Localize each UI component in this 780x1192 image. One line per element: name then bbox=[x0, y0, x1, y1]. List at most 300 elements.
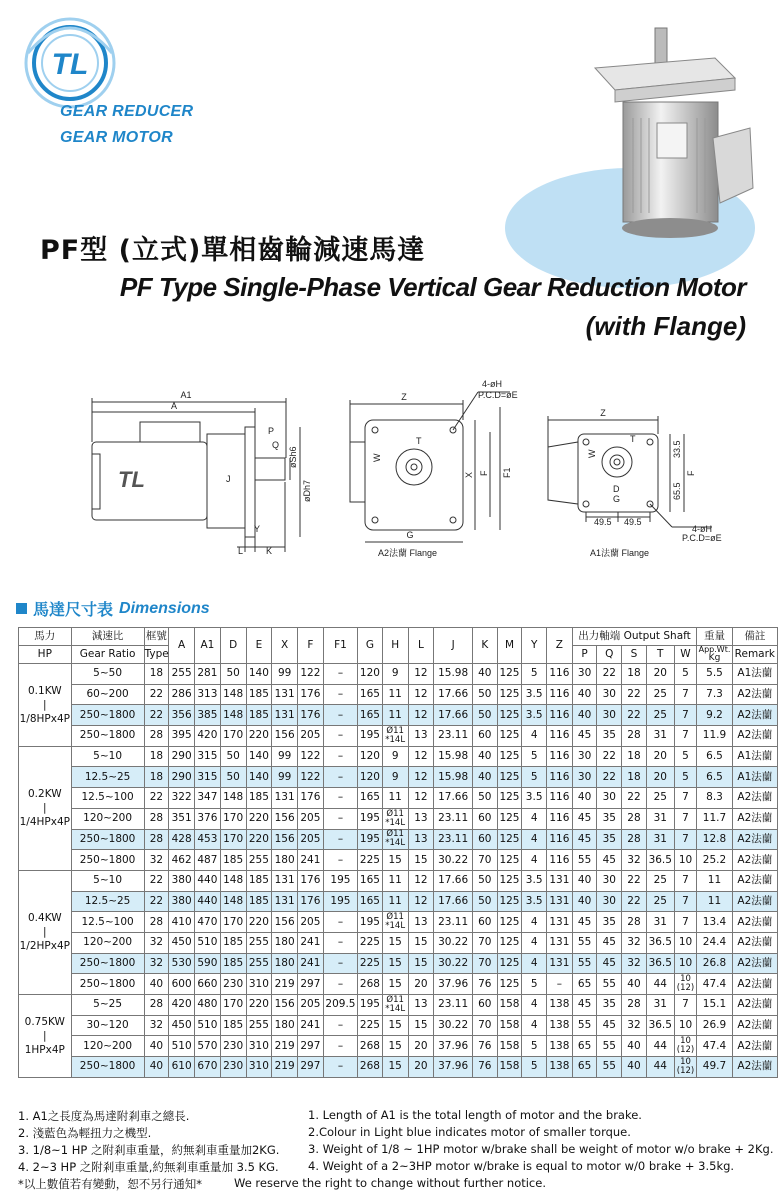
table-cell: 590 bbox=[195, 953, 221, 974]
table-cell: 40 bbox=[144, 1057, 169, 1078]
table-cell: 510 bbox=[195, 932, 221, 953]
table-cell: 385 bbox=[195, 705, 221, 726]
header-col-d: D bbox=[220, 628, 246, 664]
table-cell: 310 bbox=[246, 1036, 272, 1057]
table-cell: 22 bbox=[144, 788, 169, 809]
note-en: 3. Weight of 1/8 ~ 1HP motor w/brake shall be weight of motor w/o brake + 2Kg. bbox=[308, 1142, 774, 1156]
table-cell: 462 bbox=[169, 850, 195, 871]
table-cell: 12 bbox=[408, 705, 434, 726]
table-cell: 195 bbox=[323, 870, 357, 891]
table-cell: 5 bbox=[522, 1036, 547, 1057]
table-cell: 50 bbox=[220, 664, 246, 685]
table-cell: – bbox=[323, 746, 357, 767]
a2-label-g: G bbox=[406, 530, 414, 540]
table-cell: 125 bbox=[497, 891, 522, 912]
table-cell: 420 bbox=[195, 726, 221, 747]
table-cell: 220 bbox=[246, 808, 272, 829]
header-col-j: J bbox=[434, 628, 473, 664]
table-cell: 49.7 bbox=[697, 1057, 732, 1078]
table-cell: – bbox=[323, 1057, 357, 1078]
table-cell: A2法蘭 bbox=[732, 808, 777, 829]
table-cell: 120 bbox=[358, 767, 383, 788]
table-row bbox=[19, 1057, 778, 1078]
table-cell: A2法蘭 bbox=[732, 1057, 777, 1078]
table-cell: – bbox=[323, 808, 357, 829]
table-cell: 116 bbox=[547, 684, 573, 705]
a2-label-h: 4-øH bbox=[482, 379, 502, 389]
table-cell: 23.11 bbox=[434, 912, 473, 933]
table-cell: 4 bbox=[522, 1015, 547, 1036]
table-cell: 219 bbox=[272, 1057, 298, 1078]
table-cell: – bbox=[323, 767, 357, 788]
table-cell: 28 bbox=[622, 995, 647, 1016]
table-cell: 13 bbox=[408, 829, 434, 850]
table-cell: 99 bbox=[272, 664, 298, 685]
table-cell: 195 bbox=[358, 995, 383, 1016]
table-cell: 65 bbox=[572, 974, 597, 995]
hp-line: 1/4HPx4P bbox=[19, 816, 70, 829]
header-col-f: F bbox=[298, 628, 324, 664]
stacked-value-line: *14L bbox=[385, 921, 406, 932]
dimensions-title bbox=[16, 597, 210, 620]
table-cell: 7 bbox=[674, 912, 697, 933]
a1-label-33-5: 33.5 bbox=[672, 440, 682, 458]
table-cell: 4 bbox=[522, 726, 547, 747]
table-cell: 4 bbox=[522, 808, 547, 829]
table-cell: 255 bbox=[246, 850, 272, 871]
table-cell: 268 bbox=[358, 974, 383, 995]
stacked-value bbox=[385, 913, 405, 931]
table-cell: 170 bbox=[220, 726, 246, 747]
header-col-g: G bbox=[358, 628, 383, 664]
table-cell: 250~1800 bbox=[71, 705, 144, 726]
table-cell: 255 bbox=[246, 953, 272, 974]
table-cell: 40 bbox=[144, 974, 169, 995]
table-cell: 22 bbox=[597, 746, 622, 767]
table-cell: 35 bbox=[597, 912, 622, 933]
table-cell: 12 bbox=[408, 746, 434, 767]
table-cell: 158 bbox=[497, 1036, 522, 1057]
table-cell: 131 bbox=[272, 788, 298, 809]
table-cell bbox=[382, 912, 408, 933]
side-label-a: A bbox=[170, 401, 178, 411]
table-cell: 268 bbox=[358, 1057, 383, 1078]
table-cell: 125 bbox=[497, 974, 522, 995]
table-cell: 23.11 bbox=[434, 995, 473, 1016]
motor-photo-icon bbox=[585, 28, 755, 243]
table-cell: 22 bbox=[597, 664, 622, 685]
table-cell: 140 bbox=[246, 746, 272, 767]
table-cell: 17.66 bbox=[434, 788, 473, 809]
table-cell: 40 bbox=[144, 1036, 169, 1057]
header-col-x: X bbox=[272, 628, 298, 664]
table-cell: 125 bbox=[497, 664, 522, 685]
table-cell: 453 bbox=[195, 829, 221, 850]
table-cell: 297 bbox=[298, 1036, 324, 1057]
table-cell: 11 bbox=[382, 891, 408, 912]
table-cell: 148 bbox=[220, 788, 246, 809]
table-cell: 185 bbox=[246, 870, 272, 891]
table-row bbox=[19, 912, 778, 933]
table-cell: 10 bbox=[674, 953, 697, 974]
table-cell: – bbox=[323, 974, 357, 995]
a1-label-g: G bbox=[613, 494, 621, 504]
title-english-subtitle: (with Flange) bbox=[585, 311, 746, 341]
a2-caption: A2法蘭 Flange bbox=[378, 548, 438, 558]
table-cell: 5~50 bbox=[71, 664, 144, 685]
table-cell: 28 bbox=[144, 995, 169, 1016]
table-cell: 5 bbox=[674, 746, 697, 767]
table-cell: 195 bbox=[358, 726, 383, 747]
hp-cell bbox=[19, 870, 72, 994]
table-cell: 17.66 bbox=[434, 870, 473, 891]
table-cell: 131 bbox=[547, 932, 573, 953]
table-cell: 116 bbox=[547, 850, 573, 871]
header-shaft-t: T bbox=[646, 646, 674, 664]
table-cell: 440 bbox=[195, 891, 221, 912]
table-cell: 50 bbox=[472, 870, 497, 891]
table-cell: 55 bbox=[597, 1036, 622, 1057]
stacked-value-line: (12) bbox=[676, 983, 695, 994]
table-cell: 18 bbox=[144, 664, 169, 685]
dimensions-title-en: Dimensions bbox=[119, 599, 210, 617]
table-cell: 32 bbox=[622, 953, 647, 974]
table-cell: 5 bbox=[522, 767, 547, 788]
table-cell: 255 bbox=[246, 932, 272, 953]
table-cell: 99 bbox=[272, 746, 298, 767]
table-cell: A2法蘭 bbox=[732, 1015, 777, 1036]
table-cell: 131 bbox=[547, 891, 573, 912]
table-cell: 116 bbox=[547, 808, 573, 829]
table-cell: 11 bbox=[382, 705, 408, 726]
table-cell: 44 bbox=[646, 1057, 674, 1078]
table-cell: 125 bbox=[497, 932, 522, 953]
table-cell: 131 bbox=[547, 870, 573, 891]
table-cell: 510 bbox=[169, 1036, 195, 1057]
a2-label-f: F bbox=[479, 470, 489, 476]
a1-label-pcd: P.C.D=øE bbox=[682, 533, 722, 543]
table-cell: 70 bbox=[472, 932, 497, 953]
stacked-value bbox=[385, 996, 405, 1014]
table-cell: 170 bbox=[220, 995, 246, 1016]
table-cell: 180 bbox=[272, 850, 298, 871]
table-cell: 28 bbox=[144, 808, 169, 829]
a2-label-f1: F1 bbox=[502, 467, 512, 478]
table-cell: A2法蘭 bbox=[732, 788, 777, 809]
table-cell: 60 bbox=[472, 912, 497, 933]
table-row bbox=[19, 664, 778, 685]
stacked-value-line: Ø11 bbox=[386, 829, 404, 840]
table-cell: 125 bbox=[497, 808, 522, 829]
table-cell: 158 bbox=[497, 1015, 522, 1036]
side-label-j: J bbox=[226, 474, 231, 484]
table-cell: 230 bbox=[220, 1036, 246, 1057]
table-row bbox=[19, 932, 778, 953]
table-cell: 7 bbox=[674, 891, 697, 912]
table-row bbox=[19, 684, 778, 705]
table-cell: 31 bbox=[646, 726, 674, 747]
header-col-a1: A1 bbox=[195, 628, 221, 664]
a1-label-65-5: 65.5 bbox=[672, 482, 682, 500]
table-cell: 70 bbox=[472, 850, 497, 871]
table-cell: 12.5~25 bbox=[71, 891, 144, 912]
table-cell: 131 bbox=[272, 705, 298, 726]
table-cell: 6.5 bbox=[697, 767, 732, 788]
stacked-value-line: *14L bbox=[385, 734, 406, 745]
table-cell bbox=[674, 1057, 697, 1078]
table-cell: 3.5 bbox=[522, 684, 547, 705]
table-cell: 31 bbox=[646, 912, 674, 933]
table-cell: 176 bbox=[298, 870, 324, 891]
table-cell: 18 bbox=[622, 746, 647, 767]
table-cell: 170 bbox=[220, 808, 246, 829]
table-cell: 315 bbox=[195, 767, 221, 788]
table-cell: 40 bbox=[472, 767, 497, 788]
table-cell: 37.96 bbox=[434, 1057, 473, 1078]
table-cell: 9.2 bbox=[697, 705, 732, 726]
table-cell: 28 bbox=[144, 726, 169, 747]
table-cell: 250~1800 bbox=[71, 953, 144, 974]
header-shaft-w: W bbox=[674, 646, 697, 664]
table-cell: 23.11 bbox=[434, 808, 473, 829]
a1-caption: A1法蘭 Flange bbox=[590, 548, 650, 558]
table-cell: 470 bbox=[195, 912, 221, 933]
table-cell: 22 bbox=[622, 684, 647, 705]
table-cell: 138 bbox=[547, 1015, 573, 1036]
table-cell: 24.4 bbox=[697, 932, 732, 953]
table-cell: 230 bbox=[220, 1057, 246, 1078]
table-cell: 11 bbox=[382, 788, 408, 809]
table-cell: 20 bbox=[408, 974, 434, 995]
table-cell: – bbox=[323, 664, 357, 685]
table-cell: 122 bbox=[298, 746, 324, 767]
title-english: PF Type Single-Phase Vertical Gear Reduction Motor bbox=[119, 272, 746, 302]
note-cn: 1. A1之長度為馬達附剎車之總長. bbox=[18, 1109, 190, 1123]
table-cell: 40 bbox=[622, 1057, 647, 1078]
table-cell bbox=[382, 726, 408, 747]
table-cell: 12 bbox=[408, 870, 434, 891]
header-type-cn: 框號 bbox=[144, 628, 169, 646]
table-cell: 60 bbox=[472, 726, 497, 747]
table-cell: 176 bbox=[298, 684, 324, 705]
table-row bbox=[19, 850, 778, 871]
table-cell: 15 bbox=[382, 1036, 408, 1057]
table-cell: 205 bbox=[298, 726, 324, 747]
table-cell: 180 bbox=[272, 1015, 298, 1036]
table-cell: 255 bbox=[246, 1015, 272, 1036]
table-cell: 44 bbox=[646, 1036, 674, 1057]
table-cell: 13 bbox=[408, 726, 434, 747]
table-cell: 158 bbox=[497, 1057, 522, 1078]
table-cell: 28 bbox=[622, 829, 647, 850]
a1-label-t: T bbox=[630, 434, 636, 444]
table-cell: 10 bbox=[674, 1015, 697, 1036]
hp-line: 0.1KW bbox=[28, 684, 62, 697]
table-cell: 30 bbox=[572, 767, 597, 788]
table-cell: 9 bbox=[382, 767, 408, 788]
table-cell: 120 bbox=[358, 664, 383, 685]
table-cell: 176 bbox=[298, 788, 324, 809]
table-cell: 297 bbox=[298, 974, 324, 995]
table-cell: 40 bbox=[622, 974, 647, 995]
table-row bbox=[19, 788, 778, 809]
table-cell: 116 bbox=[547, 705, 573, 726]
table-cell: 22 bbox=[144, 870, 169, 891]
table-cell: 22 bbox=[622, 788, 647, 809]
table-cell: 7 bbox=[674, 995, 697, 1016]
table-cell: 230 bbox=[220, 974, 246, 995]
table-cell: 55 bbox=[572, 932, 597, 953]
table-cell: 45 bbox=[597, 953, 622, 974]
table-cell: 7 bbox=[674, 829, 697, 850]
table-cell: 32 bbox=[144, 953, 169, 974]
header-ratio-cn: 減速比 bbox=[71, 628, 144, 646]
table-cell: – bbox=[323, 850, 357, 871]
table-cell: 220 bbox=[246, 912, 272, 933]
table-cell: A1法蘭 bbox=[732, 746, 777, 767]
table-row bbox=[19, 953, 778, 974]
table-cell: 50 bbox=[220, 767, 246, 788]
table-cell: 13 bbox=[408, 912, 434, 933]
table-cell: 22 bbox=[622, 870, 647, 891]
side-label-a1: A1 bbox=[180, 390, 192, 400]
table-cell: 40 bbox=[572, 788, 597, 809]
table-cell: 156 bbox=[272, 808, 298, 829]
table-row bbox=[19, 1036, 778, 1057]
table-cell: 131 bbox=[272, 870, 298, 891]
table-cell: 347 bbox=[195, 788, 221, 809]
table-row bbox=[19, 870, 778, 891]
table-cell: 5 bbox=[674, 767, 697, 788]
table-cell: 5.5 bbox=[697, 664, 732, 685]
table-cell: 45 bbox=[572, 808, 597, 829]
table-cell: 4 bbox=[522, 953, 547, 974]
table-cell: 50 bbox=[472, 891, 497, 912]
table-cell: 45 bbox=[597, 1015, 622, 1036]
stacked-value-line: Ø11 bbox=[386, 994, 404, 1005]
table-cell: 65 bbox=[572, 1057, 597, 1078]
table-cell: 220 bbox=[246, 829, 272, 850]
stacked-value-line: Ø11 bbox=[386, 912, 404, 923]
table-cell: 5 bbox=[674, 664, 697, 685]
table-cell: 50 bbox=[472, 684, 497, 705]
table-cell: 11 bbox=[382, 870, 408, 891]
table-cell: 290 bbox=[169, 746, 195, 767]
table-cell: 131 bbox=[547, 953, 573, 974]
table-cell: 250~1800 bbox=[71, 974, 144, 995]
table-cell: 15 bbox=[382, 953, 408, 974]
header-hp-en: HP bbox=[19, 646, 72, 664]
table-cell: 35 bbox=[597, 829, 622, 850]
table-cell: 660 bbox=[195, 974, 221, 995]
table-cell: 140 bbox=[246, 664, 272, 685]
table-cell: 241 bbox=[298, 850, 324, 871]
table-cell: 165 bbox=[358, 684, 383, 705]
table-cell: 12.5~25 bbox=[71, 767, 144, 788]
table-cell: 40 bbox=[572, 684, 597, 705]
table-cell: 205 bbox=[298, 995, 324, 1016]
table-cell: 30 bbox=[572, 746, 597, 767]
table-cell: – bbox=[323, 829, 357, 850]
a1-label-h: 4-øH bbox=[692, 524, 712, 534]
header-col-k: K bbox=[472, 628, 497, 664]
table-cell: 380 bbox=[169, 870, 195, 891]
table-cell: 225 bbox=[358, 932, 383, 953]
table-cell: 9 bbox=[382, 664, 408, 685]
table-cell: 195 bbox=[358, 808, 383, 829]
hp-cell bbox=[19, 995, 72, 1078]
stacked-value bbox=[385, 830, 405, 848]
table-cell: 281 bbox=[195, 664, 221, 685]
table-cell: 45 bbox=[572, 829, 597, 850]
table-cell: A2法蘭 bbox=[732, 705, 777, 726]
table-cell: A1法蘭 bbox=[732, 664, 777, 685]
table-cell: 148 bbox=[220, 684, 246, 705]
table-cell: A2法蘭 bbox=[732, 912, 777, 933]
side-label-q: Q bbox=[272, 440, 280, 450]
table-cell: 13.4 bbox=[697, 912, 732, 933]
table-cell: 268 bbox=[358, 1036, 383, 1057]
table-cell: 12 bbox=[408, 664, 434, 685]
table-cell: 510 bbox=[195, 1015, 221, 1036]
table-cell bbox=[382, 829, 408, 850]
table-cell: 25 bbox=[646, 684, 674, 705]
table-cell: 20 bbox=[646, 664, 674, 685]
table-cell: 13 bbox=[408, 808, 434, 829]
header-col-a: A bbox=[169, 628, 195, 664]
table-cell: 9 bbox=[382, 746, 408, 767]
table-cell: 125 bbox=[497, 870, 522, 891]
table-cell: 570 bbox=[195, 1036, 221, 1057]
table-cell: 297 bbox=[298, 1057, 324, 1078]
table-cell: 15.98 bbox=[434, 746, 473, 767]
table-cell: 120~200 bbox=[71, 1036, 144, 1057]
table-cell: 156 bbox=[272, 912, 298, 933]
table-cell: 15 bbox=[408, 1015, 434, 1036]
table-row bbox=[19, 767, 778, 788]
table-cell: 122 bbox=[298, 664, 324, 685]
table-cell: 5~10 bbox=[71, 870, 144, 891]
stacked-value-line: *14L bbox=[385, 1003, 406, 1014]
table-cell: 70 bbox=[472, 1015, 497, 1036]
table-cell: 30 bbox=[597, 891, 622, 912]
table-cell: 376 bbox=[195, 808, 221, 829]
hp-line: 1/8HPx4P bbox=[19, 712, 70, 725]
table-cell: 32 bbox=[144, 850, 169, 871]
table-cell: 170 bbox=[220, 912, 246, 933]
table-cell: 195 bbox=[323, 891, 357, 912]
table-cell: 125 bbox=[497, 829, 522, 850]
table-cell: 30 bbox=[597, 684, 622, 705]
table-cell: 4 bbox=[522, 932, 547, 953]
table-cell: 11.7 bbox=[697, 808, 732, 829]
table-cell: 35 bbox=[597, 808, 622, 829]
table-cell: A2法蘭 bbox=[732, 891, 777, 912]
table-cell: 165 bbox=[358, 788, 383, 809]
table-cell: 10 bbox=[674, 932, 697, 953]
table-cell: 205 bbox=[298, 829, 324, 850]
table-cell: 20 bbox=[408, 1057, 434, 1078]
header-col-y: Y bbox=[522, 628, 547, 664]
table-cell: 530 bbox=[169, 953, 195, 974]
table-cell: 410 bbox=[169, 912, 195, 933]
table-cell: 5 bbox=[522, 746, 547, 767]
table-cell: 610 bbox=[169, 1057, 195, 1078]
table-cell: 4 bbox=[522, 995, 547, 1016]
table-cell: 31 bbox=[646, 829, 674, 850]
table-cell: 156 bbox=[272, 829, 298, 850]
table-cell: 125 bbox=[497, 746, 522, 767]
